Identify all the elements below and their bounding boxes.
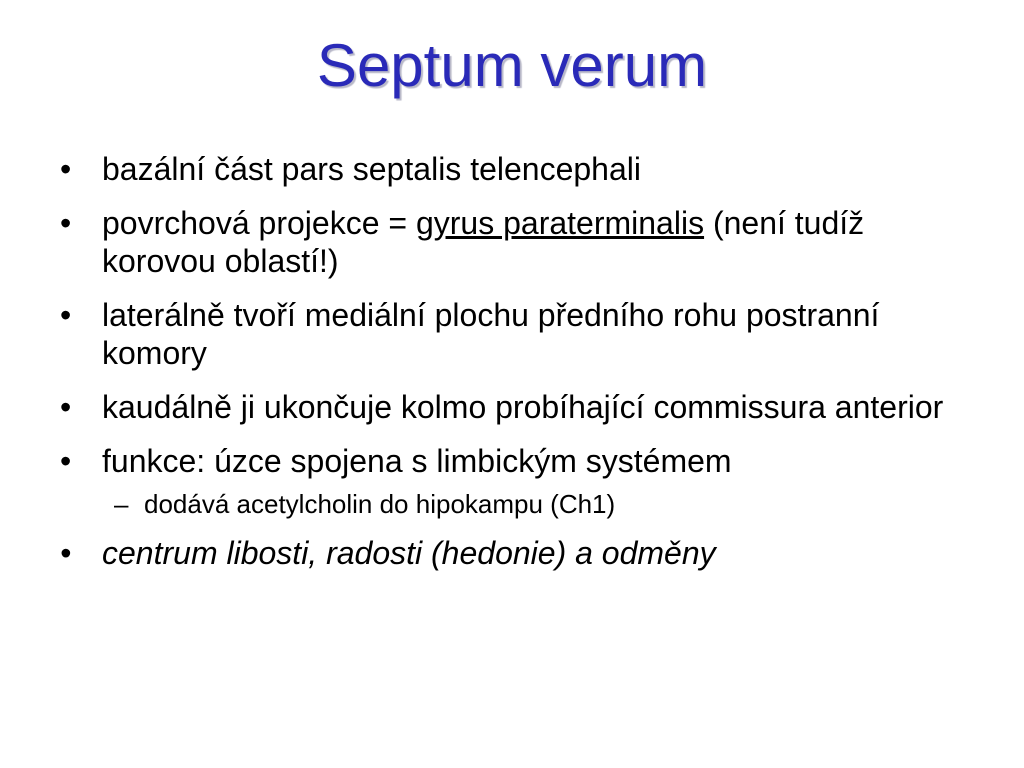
bullet-marker: • bbox=[60, 535, 72, 571]
slide-title: Septum verum bbox=[316, 32, 708, 99]
bullet-text: bazální část pars septalis telencephali bbox=[102, 151, 641, 187]
sub-bullet-marker: – bbox=[114, 489, 129, 519]
bullet-item bbox=[58, 388, 978, 426]
bullet-text-prefix: povrchová projekce = bbox=[102, 205, 416, 241]
bullet-marker: • bbox=[60, 297, 72, 333]
bullet-item bbox=[58, 150, 978, 188]
bullet-marker: • bbox=[60, 205, 72, 241]
bullet-item bbox=[58, 534, 978, 572]
bullet-text: laterálně tvoří mediální plochu předního rohu postranní komory bbox=[102, 297, 880, 371]
gyrus-paraterminalis-link[interactable]: gyrus paraterminalis bbox=[415, 205, 705, 241]
sub-bullet-text: dodává acetylcholin do hipokampu (Ch1) bbox=[144, 489, 616, 519]
bullet-text: kaudálně ji ukončuje kolmo probíhající commissura anterior bbox=[102, 389, 944, 425]
bullet-marker: • bbox=[60, 443, 72, 479]
bullet-text: funkce: úzce spojena s limbickým systémem bbox=[102, 443, 732, 479]
bullet-list bbox=[58, 150, 978, 588]
bullet-marker: • bbox=[60, 151, 72, 187]
bullet-text-suffix: (není tudíž korovou oblastí!) bbox=[102, 205, 865, 279]
bullet-item bbox=[58, 204, 978, 280]
bullet-item bbox=[58, 296, 978, 372]
sub-bullet-item bbox=[58, 488, 978, 520]
bullet-item bbox=[58, 442, 978, 480]
bullet-marker: • bbox=[60, 389, 72, 425]
bullet-text: centrum libosti, radosti (hedonie) a odměny bbox=[102, 535, 716, 571]
